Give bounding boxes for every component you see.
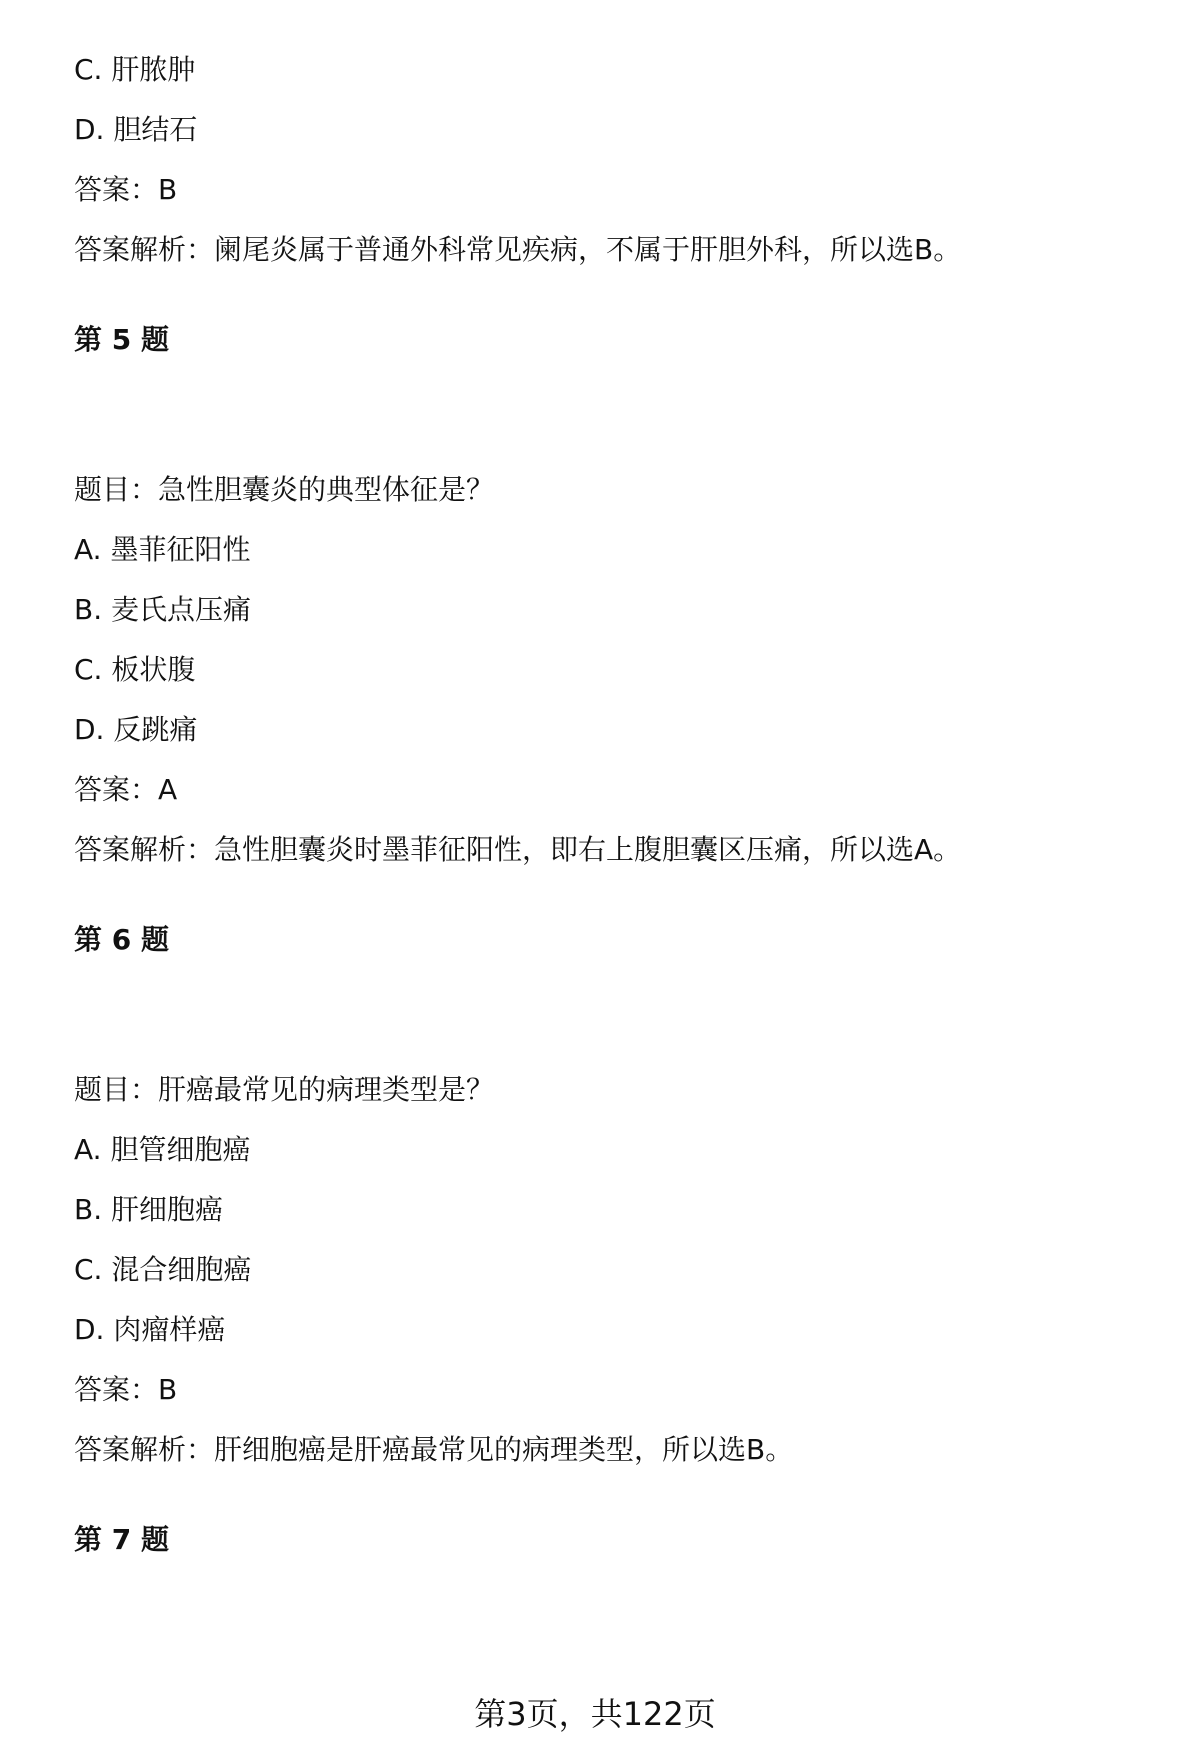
q5-option-c: C. 板状腹	[74, 653, 196, 686]
q4-answer: 答案：B	[74, 173, 178, 206]
q4-analysis: 答案解析：阑尾炎属于普通外科常见疾病，不属于肝胆外科，所以选B。	[74, 233, 962, 266]
q6-analysis: 答案解析：肝细胞癌是肝癌最常见的病理类型，所以选B。	[74, 1433, 794, 1466]
q6-option-d: D. 肉瘤样癌	[74, 1313, 226, 1346]
page-indicator: 第3页，共122页	[474, 1695, 716, 1733]
q5-heading: 第 5 题	[74, 323, 169, 356]
q4-option-c: C. 肝脓肿	[74, 53, 196, 86]
q5-option-b: B. 麦氏点压痛	[74, 593, 252, 626]
q6-option-a: A. 胆管细胞癌	[74, 1133, 251, 1166]
q5-analysis: 答案解析：急性胆囊炎时墨菲征阳性，即右上腹胆囊区压痛，所以选A。	[74, 833, 962, 866]
q6-option-b: B. 肝细胞癌	[74, 1193, 224, 1226]
q6-option-c: C. 混合细胞癌	[74, 1253, 252, 1286]
q5-option-d: D. 反跳痛	[74, 713, 198, 746]
q6-heading: 第 6 题	[74, 923, 169, 956]
q6-question: 题目：肝癌最常见的病理类型是？	[74, 1073, 495, 1106]
q6-answer: 答案：B	[74, 1373, 178, 1406]
q4-option-d: D. 胆结石	[74, 113, 198, 146]
q5-option-a: A. 墨菲征阳性	[74, 533, 251, 566]
q7-heading: 第 7 题	[74, 1523, 169, 1556]
q5-answer: 答案：A	[74, 773, 178, 806]
q5-question: 题目：急性胆囊炎的典型体征是？	[74, 473, 495, 506]
